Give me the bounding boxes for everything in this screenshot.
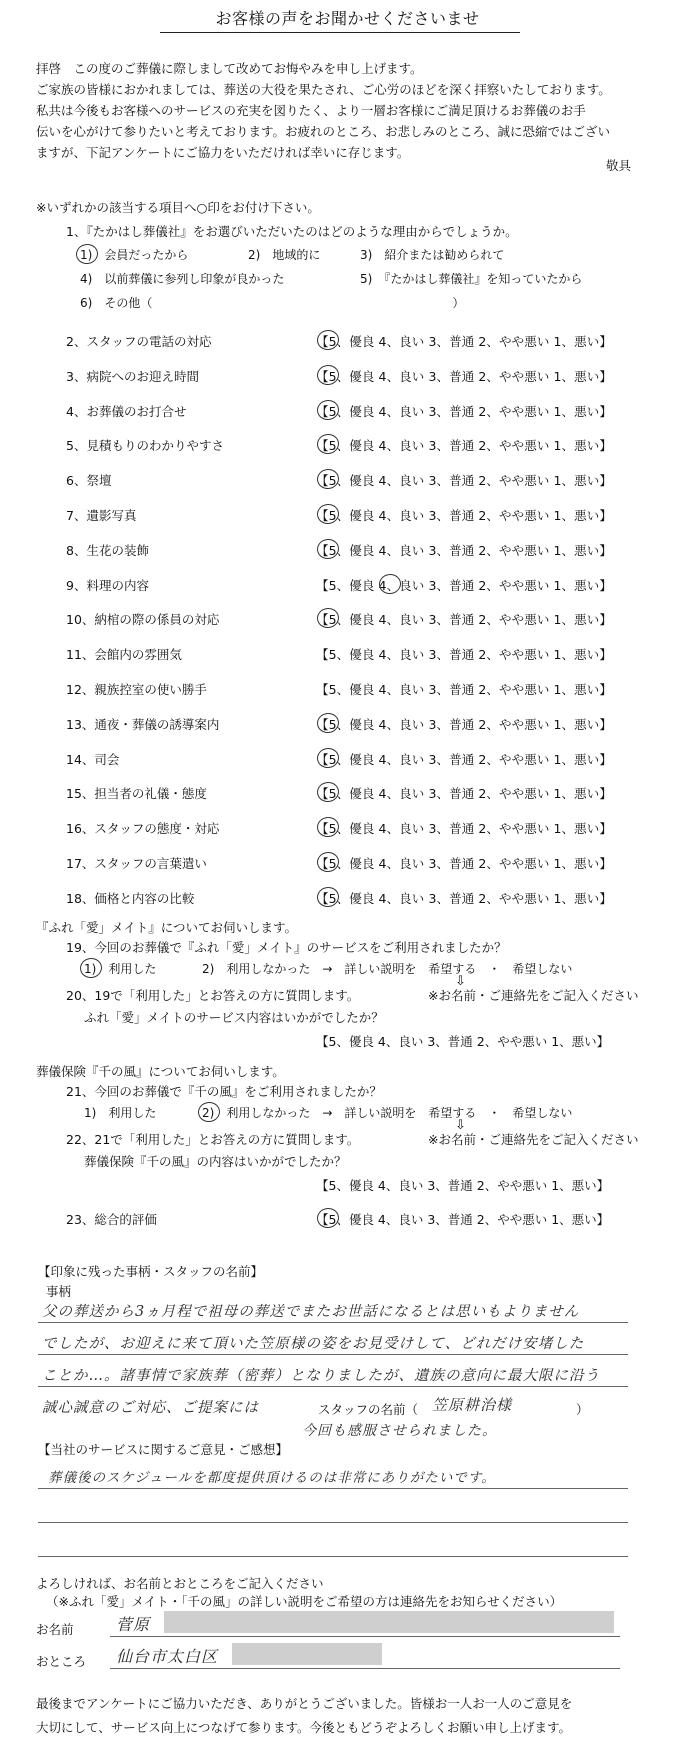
rating-question-label: 3、病院へのお迎え時間 [66,369,199,384]
q1-option-1[interactable]: 1) 会員だったから [80,248,189,262]
redaction-block [164,1611,614,1633]
rating-scale[interactable]: 【5、優良 4、良い 3、普通 2、やや悪い 1、悪い】 [316,786,612,801]
intro-line: 私共は今後もお客様へのサービスの充実を図りたく、より一層お客様にご満足頂けるお葬儀のお手 [36,103,586,118]
ruled-line [38,1354,628,1355]
q22-scale[interactable]: 【5、優良 4、良い 3、普通 2、やや悪い 1、悪い】 [316,1178,610,1193]
rating-row [66,506,666,526]
rating-row [66,819,666,839]
rating-row [66,332,666,352]
q19-option-1[interactable]: 1) 利用した [84,962,157,976]
intro-line: 伝いを心がけて参りたいと考えております。お疲れのところ、お悲しみのところ、誠に恐縮ではござい [36,124,611,139]
rating-row [66,367,666,387]
closing-line2: 大切にして、サービス向上につなげて参ります。今後ともどうぞよろしくお願い申し上げます。 [36,1720,572,1735]
q23-scale[interactable]: 【5、優良 4、良い 3、普通 2、やや悪い 1、悪い】 [316,1212,610,1227]
rating-question-label: 6、祭壇 [66,473,112,488]
rating-scale[interactable]: 【5、優良 4、良い 3、普通 2、やや悪い 1、悪い】 [316,334,612,349]
rating-row [66,715,666,735]
rating-question-label: 14、司会 [66,752,120,767]
rating-row [66,576,666,596]
handwritten-line: 誠心誠意のご対応、ご提案には [42,1400,259,1416]
rating-question-label: 17、スタッフの言葉遣い [66,856,207,871]
closing-keigu: 敬具 [606,158,632,173]
intro-line: 拝啓 この度のご葬儀に際しまして改めてお悔やみを申し上げます。 [36,61,423,76]
rating-question-label: 4、お葬儀のお打合せ [66,404,187,419]
contact-line2: （※ふれ「愛」メイト・「千の風」の詳しい説明をご希望の方は連絡先をお知らせください） [46,1594,563,1609]
staff-name-value: 笠原耕治様 [432,1396,513,1414]
q19-label: 19、今回のお葬儀で『ふれ「愛」メイト』のサービスをご利用されましたか？ [66,940,507,955]
rating-row [66,436,666,456]
handwritten-opinion: 葬儀後のスケジュールを都度提供頂けるのは非常にありがたいです。 [48,1470,496,1486]
rating-question-label: 9、料理の内容 [66,578,149,593]
rating-question-label: 5、見積もりのわかりやすさ [66,438,224,453]
instruction: ※いずれかの該当する項目へ○印をお付け下さい。 [36,200,320,215]
ruled-line [38,1556,628,1557]
rating-question-label: 11、会館内の雰囲気 [66,647,182,662]
rating-row [66,645,666,665]
ruled-line [38,1386,628,1387]
rating-scale[interactable]: 【5、優良 4、良い 3、普通 2、やや悪い 1、悪い】 [316,369,612,384]
impression-header: 【印象に残った事柄・スタッフの名前】 [38,1264,264,1279]
impression-sub: 事柄 [46,1284,72,1299]
staff-name-close: ） [576,1402,589,1417]
staff-name-label: スタッフの名前（ [318,1402,419,1417]
fureai-header: 『ふれ「愛」メイト』についてお伺いします。 [36,920,298,935]
ruled-line [38,1322,628,1323]
rating-scale[interactable]: 【5、優良 4、良い 3、普通 2、やや悪い 1、悪い】 [316,473,612,488]
contact-line1: よろしければ、お名前とおところをご記入ください [36,1576,324,1591]
q21-label: 21、今回のお葬儀で『千の風』をご利用されましたか？ [66,1084,382,1099]
rating-question-label: 15、担当者の礼儀・態度 [66,786,207,801]
rating-row [66,610,666,630]
rating-row [66,750,666,770]
rating-scale[interactable]: 【5、優良 4、良い 3、普通 2、やや悪い 1、悪い】 [316,821,612,836]
q20-scale[interactable]: 【5、優良 4、良い 3、普通 2、やや悪い 1、悪い】 [316,1034,610,1049]
handwritten-line: 父の葬送から3ヵ月程で祖母の葬送でまたお世話になるとは思いもよりません [42,1304,580,1320]
address-line [110,1668,620,1669]
intro-text [36,58,656,163]
rating-scale[interactable]: 【5、優良 4、良い 3、普通 2、やや悪い 1、悪い】 [316,682,612,697]
rating-scale[interactable]: 【5、優良 4、良い 3、普通 2、やや悪い 1、悪い】 [316,647,612,662]
arrow-down-icon: ⇩ [455,1118,466,1133]
rating-row [66,680,666,700]
q22-sub: 葬儀保険『千の風』の内容はいかがでしたか？ [84,1154,347,1169]
handwritten-line: ことか…。諸事情で家族葬（密葬）となりましたが、遺族の意向に最大限に沿う [42,1368,600,1384]
rating-scale[interactable]: 【5、優良 4、良い 3、普通 2、やや悪い 1、悪い】 [316,717,612,732]
rating-scale[interactable]: 【5、優良 4、良い 3、普通 2、やや悪い 1、悪い】 [316,578,612,593]
rating-question-label: 18、価格と内容の比較 [66,891,195,906]
name-value[interactable]: 菅原 [116,1615,151,1634]
q23-label: 23、総合的評価 [66,1212,157,1227]
intro-line: ご家族の皆様におかれましては、葬送の大役を果たされ、ご心労のほどを深く拝察いたしております。 [36,82,611,97]
address-label: おところ [36,1654,87,1669]
rating-question-label: 8、生花の装飾 [66,543,149,558]
handwritten-line: でしたが、お迎えに来て頂いた笠原様の姿をお見受けして、どれだけ安堵した [42,1336,585,1352]
redaction-block [232,1643,382,1665]
q20-label: 20、19で「利用した」とお答えの方に質問します。 [66,988,360,1003]
rating-question-label: 16、スタッフの態度・対応 [66,821,220,836]
address-value[interactable]: 仙台市太白区 [116,1647,219,1666]
title-underline [160,32,520,33]
rating-scale[interactable]: 【5、優良 4、良い 3、普通 2、やや悪い 1、悪い】 [316,612,612,627]
rating-scale[interactable]: 【5、優良 4、良い 3、普通 2、やや悪い 1、悪い】 [316,438,612,453]
q1-option-3[interactable]: 3) 紹介または勧められて [360,248,505,262]
rating-row [66,854,666,874]
rating-scale[interactable]: 【5、優良 4、良い 3、普通 2、やや悪い 1、悪い】 [316,752,612,767]
rating-row [66,784,666,804]
rating-row [66,541,666,561]
rating-scale[interactable]: 【5、優良 4、良い 3、普通 2、やや悪い 1、悪い】 [316,508,612,523]
rating-question-label: 12、親族控室の使い勝手 [66,682,207,697]
q1-option-6[interactable]: 6) その他（ ） [80,296,465,310]
q1-title: 1、『たかはし葬儀社』をお選びいただいたのはどのような理由からでしょうか。 [66,224,518,239]
opinion-header: 【当社のサービスに関するご意見・ご感想】 [38,1442,289,1457]
ruled-line [38,1488,628,1489]
name-label: お名前 [36,1622,74,1637]
rating-scale[interactable]: 【5、優良 4、良い 3、普通 2、やや悪い 1、悪い】 [316,856,612,871]
rating-question-label: 2、スタッフの電話の対応 [66,334,212,349]
rating-question-label: 13、通夜・葬儀の誘導案内 [66,717,220,732]
rating-question-label: 10、納棺の際の係員の対応 [66,612,220,627]
q20-note: ※お名前・ご連絡先をご記入ください [428,988,639,1003]
rating-row [66,471,666,491]
hoken-header: 葬儀保険『千の風』についてお伺いします。 [36,1064,285,1079]
arrow-down-icon: ⇩ [455,974,466,989]
q19-option-2[interactable]: 2) 利用しなかった → 詳しい説明を 希望する ・ 希望しない [202,962,573,976]
rating-scale[interactable]: 【5、優良 4、良い 3、普通 2、やや悪い 1、悪い】 [316,404,612,419]
q21-option-1[interactable]: 1) 利用した [84,1106,157,1120]
q1-option-4[interactable]: 4) 以前葬儀に参列し印象が良かった [80,272,285,286]
closing-line1: 最後までアンケートにご協力いただき、ありがとうございました。皆様お一人お一人のご意見を [36,1696,573,1711]
q20-sub: ふれ「愛」メイトのサービス内容はいかがでしたか？ [84,1010,384,1025]
name-line [110,1636,620,1637]
q1-option-2[interactable]: 2) 地域的に [248,248,321,262]
page-title: お客様の声をお聞かせくださいませ [215,9,480,28]
q1-option-5[interactable]: 5) 『たかはし葬儀社』を知っていたから [360,272,583,286]
rating-row [66,402,666,422]
q22-label: 22、21で「利用した」とお答えの方に質問します。 [66,1132,360,1147]
handwritten-line: 今回も感服させられました。 [302,1423,497,1439]
rating-scale[interactable]: 【5、優良 4、良い 3、普通 2、やや悪い 1、悪い】 [316,543,612,558]
intro-line: ますが、下記アンケートにご協力をいただければ幸いに存じます。 [36,145,410,160]
rating-question-label: 7、遺影写真 [66,508,137,523]
rating-scale[interactable]: 【5、優良 4、良い 3、普通 2、やや悪い 1、悪い】 [316,891,612,906]
ruled-line [38,1522,628,1523]
q21-option-2[interactable]: 2) 利用しなかった → 詳しい説明を 希望する ・ 希望しない [202,1106,573,1120]
rating-row [66,889,666,909]
q22-note: ※お名前・ご連絡先をご記入ください [428,1132,639,1147]
